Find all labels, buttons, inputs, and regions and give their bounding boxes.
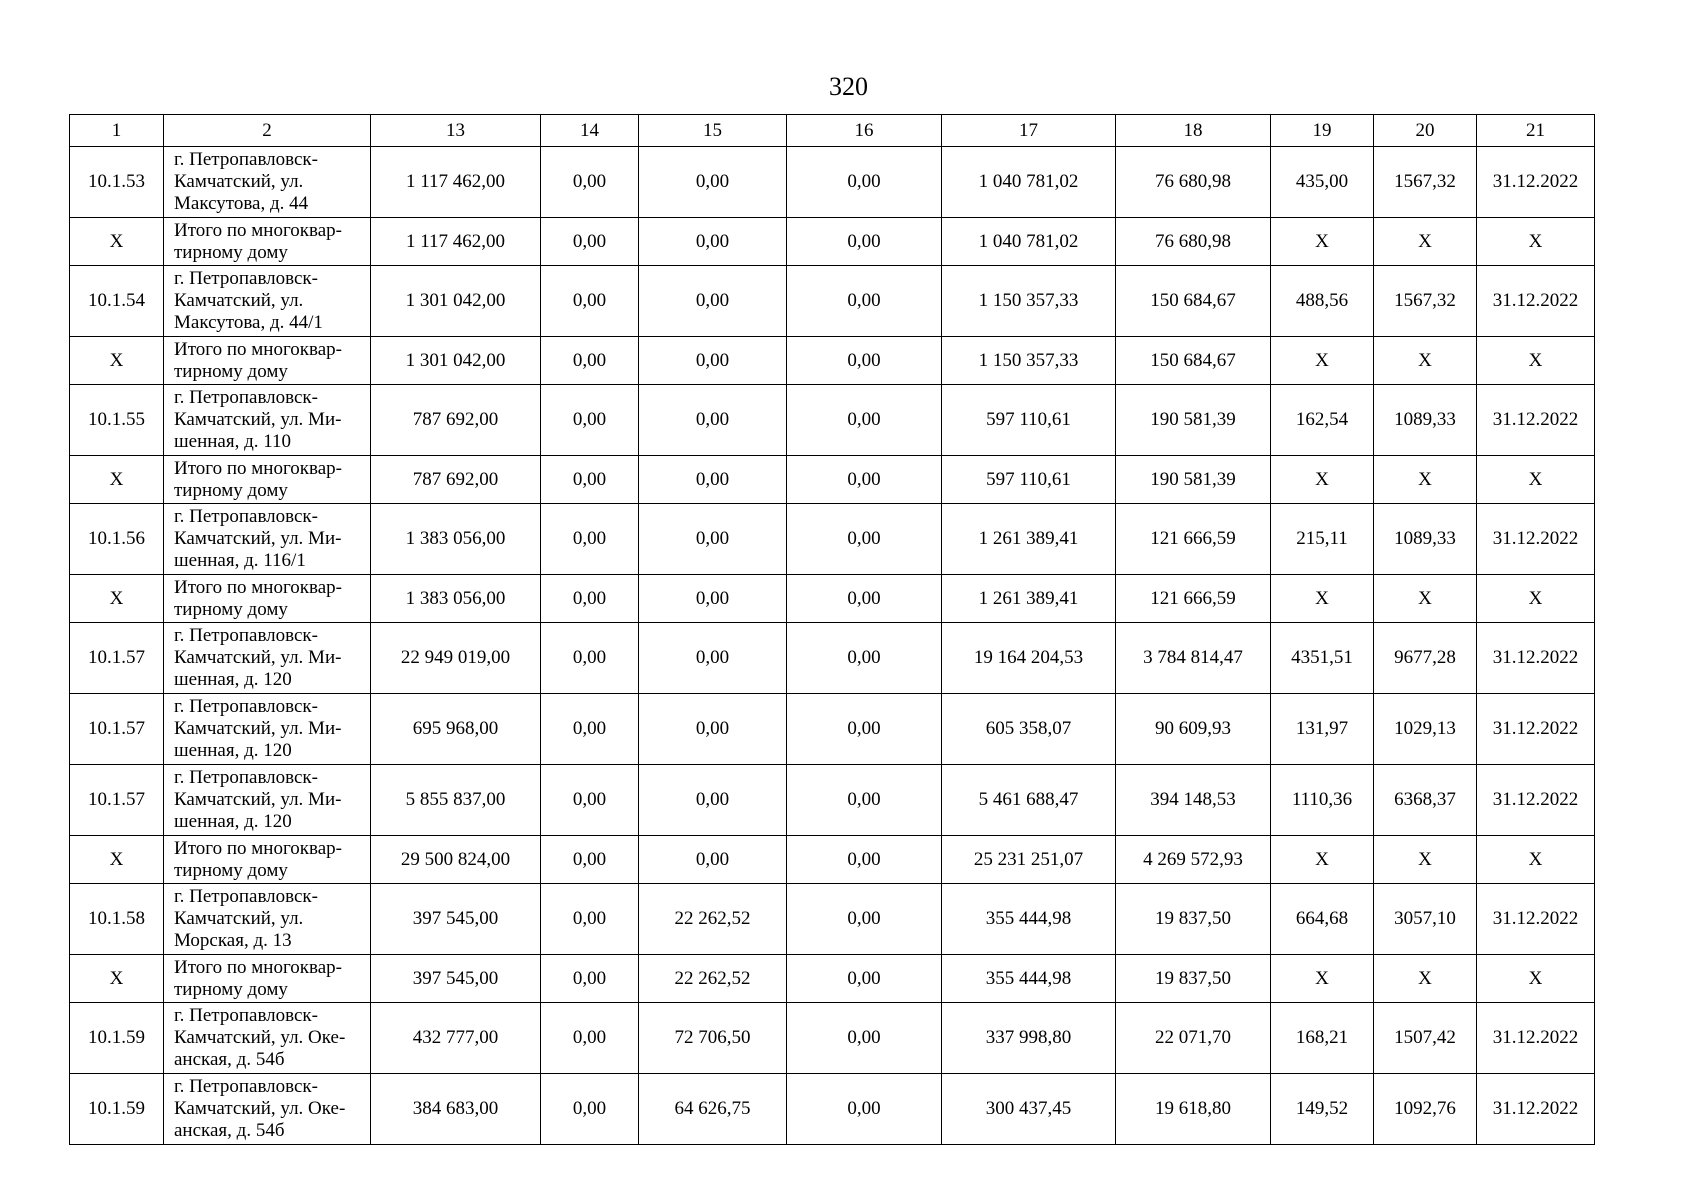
value-cell: 22 071,70 — [1116, 1003, 1271, 1074]
value-cell: 1 117 462,00 — [371, 147, 541, 218]
value-cell: 19 837,50 — [1116, 884, 1271, 955]
column-header: 13 — [371, 115, 541, 147]
column-header: 21 — [1477, 115, 1595, 147]
value-cell: 605 358,07 — [942, 694, 1116, 765]
row-number-cell: 10.1.55 — [70, 385, 164, 456]
value-cell: 488,56 — [1271, 266, 1374, 337]
value-cell: 0,00 — [639, 266, 787, 337]
value-cell: 1 150 357,33 — [942, 337, 1116, 385]
value-cell: Х — [1374, 575, 1477, 623]
address-cell: г. Петропавловск-Камчатский, ул. Максутова, д. 44/1 — [164, 266, 371, 337]
value-cell: 0,00 — [541, 884, 639, 955]
address-cell: Итого по многоквар-тирному дому — [164, 337, 371, 385]
row-number-cell: Х — [70, 955, 164, 1003]
value-cell: 1 383 056,00 — [371, 504, 541, 575]
value-cell: 1029,13 — [1374, 694, 1477, 765]
value-cell: 0,00 — [541, 337, 639, 385]
value-cell: 1 150 357,33 — [942, 266, 1116, 337]
value-cell: 19 618,80 — [1116, 1074, 1271, 1145]
value-cell: 31.12.2022 — [1477, 623, 1595, 694]
value-cell: 29 500 824,00 — [371, 836, 541, 884]
value-cell: Х — [1477, 575, 1595, 623]
address-cell: г. Петропавловск-Камчатский, ул. Морская, д. 13 — [164, 884, 371, 955]
column-header: 19 — [1271, 115, 1374, 147]
row-number-cell: Х — [70, 575, 164, 623]
row-number-cell: 10.1.58 — [70, 884, 164, 955]
value-cell: 0,00 — [639, 575, 787, 623]
value-cell: 0,00 — [639, 623, 787, 694]
value-cell: 22 262,52 — [639, 884, 787, 955]
value-cell: 1089,33 — [1374, 385, 1477, 456]
value-cell: 397 545,00 — [371, 884, 541, 955]
value-cell: 76 680,98 — [1116, 147, 1271, 218]
value-cell: 0,00 — [787, 504, 942, 575]
value-cell: 0,00 — [787, 836, 942, 884]
value-cell: 22 262,52 — [639, 955, 787, 1003]
total-row — [70, 337, 1595, 385]
value-cell: 0,00 — [639, 337, 787, 385]
value-cell: 149,52 — [1271, 1074, 1374, 1145]
header-row — [70, 115, 1595, 147]
value-cell: 597 110,61 — [942, 385, 1116, 456]
table-row — [70, 385, 1595, 456]
value-cell: 1089,33 — [1374, 504, 1477, 575]
value-cell: 1 383 056,00 — [371, 575, 541, 623]
value-cell: 0,00 — [639, 765, 787, 836]
value-cell: 300 437,45 — [942, 1074, 1116, 1145]
value-cell: 0,00 — [541, 765, 639, 836]
value-cell: 0,00 — [787, 456, 942, 504]
value-cell: 0,00 — [541, 955, 639, 1003]
column-header: 18 — [1116, 115, 1271, 147]
value-cell: 0,00 — [541, 694, 639, 765]
value-cell: 72 706,50 — [639, 1003, 787, 1074]
value-cell: 4351,51 — [1271, 623, 1374, 694]
value-cell: 0,00 — [787, 218, 942, 266]
value-cell: Х — [1271, 218, 1374, 266]
value-cell: 787 692,00 — [371, 456, 541, 504]
address-cell: г. Петропавловск-Камчатский, ул. Максутова, д. 44 — [164, 147, 371, 218]
value-cell: 0,00 — [787, 1003, 942, 1074]
value-cell: 1 261 389,41 — [942, 504, 1116, 575]
value-cell: 397 545,00 — [371, 955, 541, 1003]
row-number-cell: 10.1.57 — [70, 623, 164, 694]
value-cell: 1567,32 — [1374, 147, 1477, 218]
value-cell: 1110,36 — [1271, 765, 1374, 836]
table-row — [70, 1003, 1595, 1074]
value-cell: Х — [1477, 337, 1595, 385]
row-number-cell: 10.1.59 — [70, 1003, 164, 1074]
value-cell: 1 117 462,00 — [371, 218, 541, 266]
table-row — [70, 266, 1595, 337]
value-cell: 0,00 — [639, 147, 787, 218]
value-cell: 1 040 781,02 — [942, 147, 1116, 218]
value-cell: 0,00 — [541, 456, 639, 504]
row-number-cell: Х — [70, 218, 164, 266]
value-cell: 5 461 688,47 — [942, 765, 1116, 836]
column-header: 16 — [787, 115, 942, 147]
value-cell: 31.12.2022 — [1477, 1074, 1595, 1145]
value-cell: 0,00 — [639, 694, 787, 765]
value-cell: 1 040 781,02 — [942, 218, 1116, 266]
value-cell: Х — [1477, 456, 1595, 504]
column-header: 2 — [164, 115, 371, 147]
value-cell: 0,00 — [639, 836, 787, 884]
value-cell: Х — [1271, 955, 1374, 1003]
value-cell: 0,00 — [787, 765, 942, 836]
column-header: 14 — [541, 115, 639, 147]
value-cell: 787 692,00 — [371, 385, 541, 456]
value-cell: 432 777,00 — [371, 1003, 541, 1074]
value-cell: 0,00 — [787, 1074, 942, 1145]
value-cell: 1 301 042,00 — [371, 266, 541, 337]
value-cell: Х — [1374, 337, 1477, 385]
column-header: 17 — [942, 115, 1116, 147]
value-cell: 31.12.2022 — [1477, 765, 1595, 836]
row-number-cell: Х — [70, 456, 164, 504]
table-row — [70, 694, 1595, 765]
value-cell: 31.12.2022 — [1477, 694, 1595, 765]
value-cell: 25 231 251,07 — [942, 836, 1116, 884]
total-row — [70, 456, 1595, 504]
value-cell: 1092,76 — [1374, 1074, 1477, 1145]
column-header: 15 — [639, 115, 787, 147]
value-cell: 121 666,59 — [1116, 575, 1271, 623]
value-cell: Х — [1374, 456, 1477, 504]
table-row — [70, 623, 1595, 694]
value-cell: 0,00 — [639, 385, 787, 456]
row-number-cell: Х — [70, 337, 164, 385]
value-cell: 162,54 — [1271, 385, 1374, 456]
total-row — [70, 575, 1595, 623]
value-cell: 121 666,59 — [1116, 504, 1271, 575]
value-cell: 0,00 — [787, 884, 942, 955]
address-cell: Итого по многоквар-тирному дому — [164, 456, 371, 504]
address-cell: Итого по многоквар-тирному дому — [164, 836, 371, 884]
value-cell: 5 855 837,00 — [371, 765, 541, 836]
value-cell: 3 784 814,47 — [1116, 623, 1271, 694]
value-cell: Х — [1374, 955, 1477, 1003]
table-header — [70, 115, 1595, 147]
address-cell: Итого по многоквар-тирному дому — [164, 575, 371, 623]
value-cell: 0,00 — [541, 575, 639, 623]
data-table — [69, 114, 1595, 1145]
value-cell: 0,00 — [541, 836, 639, 884]
value-cell: 337 998,80 — [942, 1003, 1116, 1074]
value-cell: 31.12.2022 — [1477, 884, 1595, 955]
row-number-cell: 10.1.53 — [70, 147, 164, 218]
value-cell: 31.12.2022 — [1477, 147, 1595, 218]
value-cell: 31.12.2022 — [1477, 504, 1595, 575]
value-cell: 0,00 — [787, 337, 942, 385]
value-cell: 0,00 — [541, 218, 639, 266]
value-cell: 0,00 — [541, 147, 639, 218]
total-row — [70, 836, 1595, 884]
value-cell: 31.12.2022 — [1477, 1003, 1595, 1074]
row-number-cell: 10.1.54 — [70, 266, 164, 337]
value-cell: 22 949 019,00 — [371, 623, 541, 694]
value-cell: 597 110,61 — [942, 456, 1116, 504]
value-cell: 0,00 — [541, 623, 639, 694]
value-cell: 0,00 — [787, 575, 942, 623]
address-cell: г. Петропавловск-Камчатский, ул. Ми-шенная, д. 120 — [164, 694, 371, 765]
page-number: 320 — [829, 72, 868, 101]
value-cell: 90 609,93 — [1116, 694, 1271, 765]
table-row — [70, 504, 1595, 575]
address-cell: г. Петропавловск-Камчатский, ул. Ми-шенная, д. 110 — [164, 385, 371, 456]
value-cell: 190 581,39 — [1116, 385, 1271, 456]
value-cell: 384 683,00 — [371, 1074, 541, 1145]
address-cell: Итого по многоквар-тирному дому — [164, 218, 371, 266]
value-cell: 0,00 — [787, 694, 942, 765]
value-cell: 4 269 572,93 — [1116, 836, 1271, 884]
value-cell: 695 968,00 — [371, 694, 541, 765]
value-cell: 0,00 — [787, 623, 942, 694]
value-cell: 6368,37 — [1374, 765, 1477, 836]
value-cell: 131,97 — [1271, 694, 1374, 765]
value-cell: 1 301 042,00 — [371, 337, 541, 385]
value-cell: 355 444,98 — [942, 884, 1116, 955]
value-cell: 0,00 — [787, 147, 942, 218]
value-cell: 435,00 — [1271, 147, 1374, 218]
value-cell: 1507,42 — [1374, 1003, 1477, 1074]
total-row — [70, 955, 1595, 1003]
table-row — [70, 765, 1595, 836]
value-cell: Х — [1374, 836, 1477, 884]
value-cell: 31.12.2022 — [1477, 385, 1595, 456]
value-cell: 19 837,50 — [1116, 955, 1271, 1003]
row-number-cell: Х — [70, 836, 164, 884]
total-row — [70, 218, 1595, 266]
table-row — [70, 1074, 1595, 1145]
value-cell: 355 444,98 — [942, 955, 1116, 1003]
value-cell: Х — [1477, 836, 1595, 884]
value-cell: Х — [1271, 456, 1374, 504]
value-cell: 0,00 — [541, 1003, 639, 1074]
column-header: 20 — [1374, 115, 1477, 147]
value-cell: 1 261 389,41 — [942, 575, 1116, 623]
table-row — [70, 884, 1595, 955]
address-cell: г. Петропавловск-Камчатский, ул. Ми-шенная, д. 116/1 — [164, 504, 371, 575]
value-cell: 64 626,75 — [639, 1074, 787, 1145]
value-cell: 150 684,67 — [1116, 337, 1271, 385]
value-cell: 3057,10 — [1374, 884, 1477, 955]
value-cell: Х — [1477, 955, 1595, 1003]
value-cell: Х — [1374, 218, 1477, 266]
address-cell: Итого по многоквар-тирному дому — [164, 955, 371, 1003]
value-cell: 190 581,39 — [1116, 456, 1271, 504]
address-cell: г. Петропавловск-Камчатский, ул. Ми-шенная, д. 120 — [164, 623, 371, 694]
value-cell: 0,00 — [787, 266, 942, 337]
value-cell: 76 680,98 — [1116, 218, 1271, 266]
value-cell: Х — [1477, 218, 1595, 266]
value-cell: Х — [1271, 836, 1374, 884]
value-cell: 31.12.2022 — [1477, 266, 1595, 337]
value-cell: 0,00 — [787, 955, 942, 1003]
column-header: 1 — [70, 115, 164, 147]
row-number-cell: 10.1.57 — [70, 765, 164, 836]
value-cell: 168,21 — [1271, 1003, 1374, 1074]
value-cell: Х — [1271, 575, 1374, 623]
table-body — [70, 147, 1595, 1145]
value-cell: 19 164 204,53 — [942, 623, 1116, 694]
value-cell: 0,00 — [787, 385, 942, 456]
value-cell: 664,68 — [1271, 884, 1374, 955]
value-cell: 0,00 — [541, 385, 639, 456]
value-cell: Х — [1271, 337, 1374, 385]
value-cell: 0,00 — [639, 504, 787, 575]
value-cell: 0,00 — [639, 456, 787, 504]
value-cell: 0,00 — [639, 218, 787, 266]
value-cell: 150 684,67 — [1116, 266, 1271, 337]
row-number-cell: 10.1.57 — [70, 694, 164, 765]
table-row — [70, 147, 1595, 218]
value-cell: 215,11 — [1271, 504, 1374, 575]
value-cell: 0,00 — [541, 266, 639, 337]
value-cell: 1567,32 — [1374, 266, 1477, 337]
value-cell: 0,00 — [541, 1074, 639, 1145]
value-cell: 9677,28 — [1374, 623, 1477, 694]
address-cell: г. Петропавловск-Камчатский, ул. Ми-шенная, д. 120 — [164, 765, 371, 836]
value-cell: 394 148,53 — [1116, 765, 1271, 836]
value-cell: 0,00 — [541, 504, 639, 575]
row-number-cell: 10.1.59 — [70, 1074, 164, 1145]
address-cell: г. Петропавловск-Камчатский, ул. Оке-анская, д. 54б — [164, 1003, 371, 1074]
address-cell: г. Петропавловск-Камчатский, ул. Оке-анская, д. 54б — [164, 1074, 371, 1145]
row-number-cell: 10.1.56 — [70, 504, 164, 575]
